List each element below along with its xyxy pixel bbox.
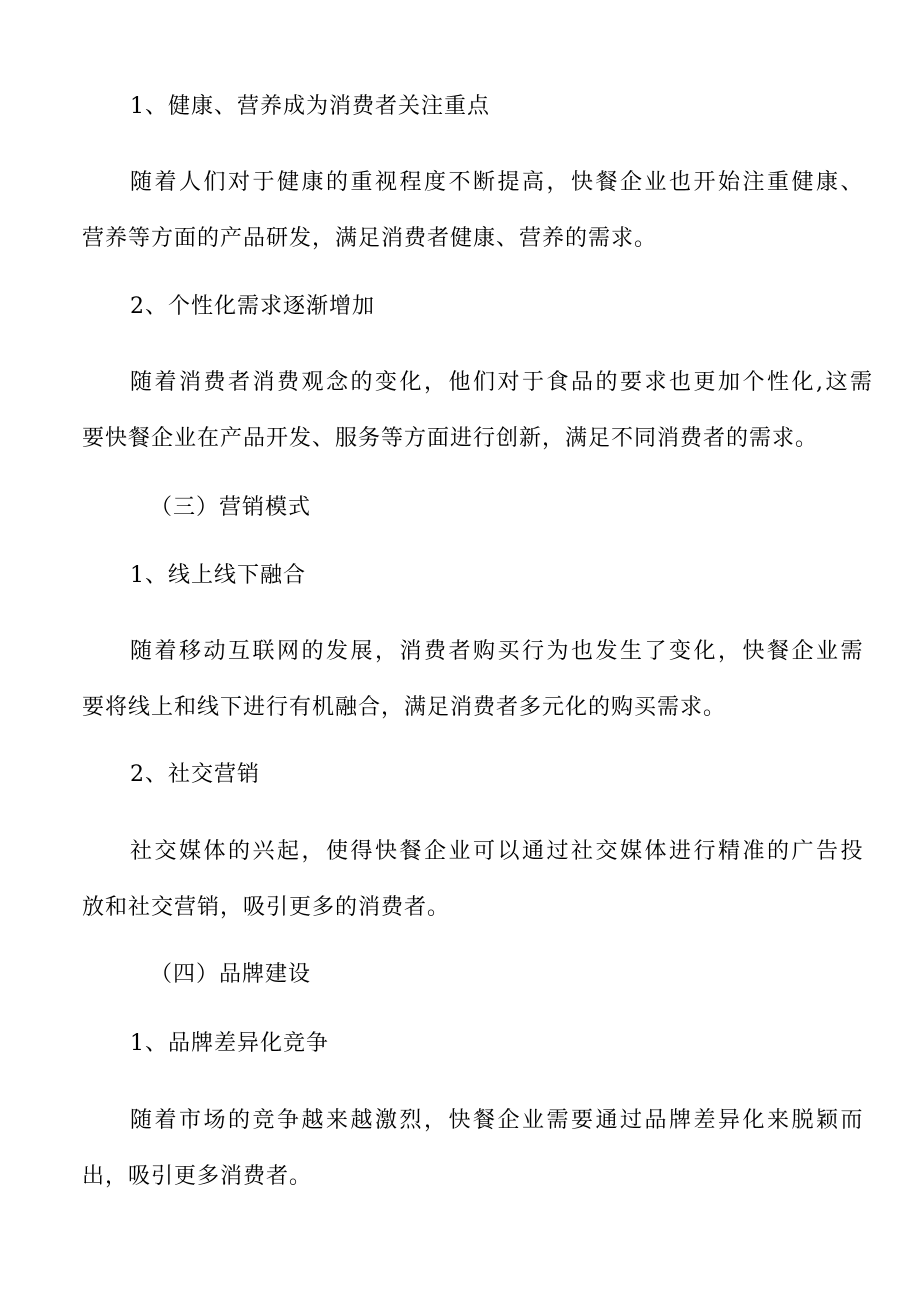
heading-social-marketing: 2、社交营销 xyxy=(130,762,260,787)
heading-brand-differentiation: 1、品牌差异化竞争 xyxy=(130,1031,329,1056)
paragraph-personalization-line-2: 要快餐企业在产品开发、服务等方面进行创新，满足不同消费者的需求。 xyxy=(82,426,819,451)
paragraph-health-line-2: 营养等方面的产品研发，满足消费者健康、营养的需求。 xyxy=(82,226,658,251)
paragraph-brand-line-1: 随着市场的竞争越来越激烈，快餐企业需要通过品牌差异化来脱颖而 xyxy=(130,1108,866,1133)
paragraph-social-line-1: 社交媒体的兴起，使得快餐企业可以通过社交媒体进行精准的广告投 xyxy=(130,839,866,864)
paragraph-online-offline-line-2: 要将线上和线下进行有机融合，满足消费者多元化的购买需求。 xyxy=(82,695,727,720)
paragraph-brand-line-2: 出，吸引更多消费者。 xyxy=(82,1164,313,1189)
paragraph-health-line-1: 随着人们对于健康的重视程度不断提高，快餐企业也开始注重健康、 xyxy=(130,170,866,195)
section-marketing-mode: （三）营销模式 xyxy=(150,495,312,520)
paragraph-online-offline-line-1: 随着移动互联网的发展，消费者购买行为也发生了变化，快餐企业需 xyxy=(130,639,866,664)
paragraph-social-line-2: 放和社交营销，吸引更多的消费者。 xyxy=(82,895,451,920)
section-brand-building: （四）品牌建设 xyxy=(150,962,312,987)
heading-online-offline: 1、线上线下融合 xyxy=(130,563,306,588)
heading-personalization: 2、个性化需求逐渐增加 xyxy=(130,294,375,319)
heading-health-nutrition: 1、健康、营养成为消费者关注重点 xyxy=(130,94,490,119)
paragraph-personalization-line-1: 随着消费者消费观念的变化，他们对于食品的要求也更加个性化,这需 xyxy=(130,370,875,395)
